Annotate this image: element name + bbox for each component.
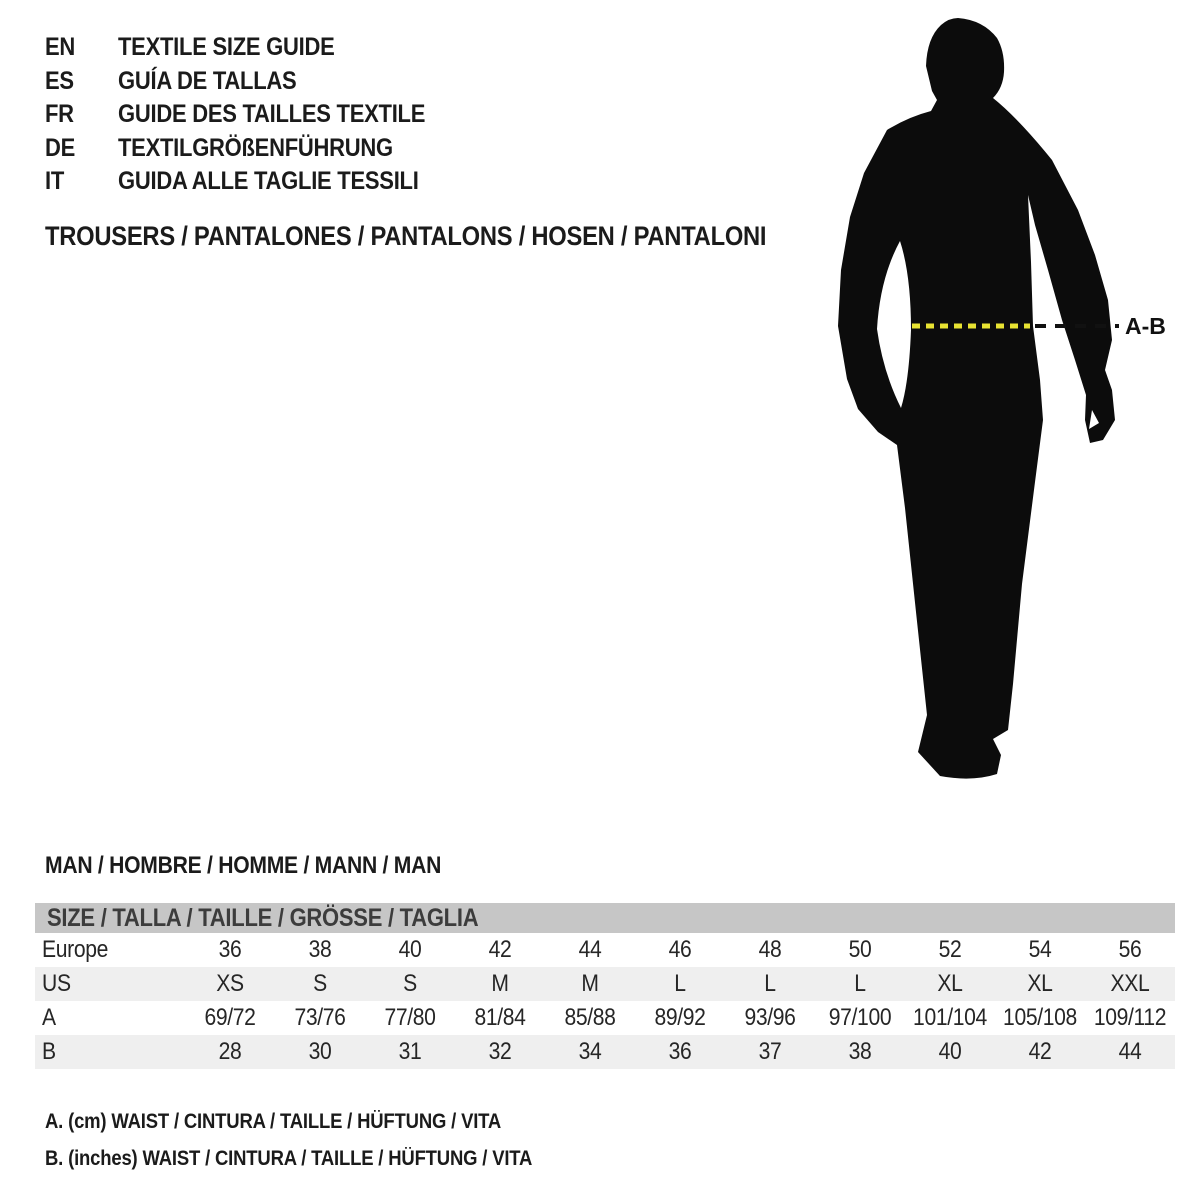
size-cell: 31 <box>398 1038 422 1065</box>
table-row-a-cm <box>35 1001 1175 1035</box>
size-cell: 28 <box>218 1038 242 1065</box>
size-cell: 85/88 <box>564 1004 616 1031</box>
size-cell: 36 <box>668 1038 692 1065</box>
size-cell: 101/104 <box>913 1004 987 1031</box>
language-label: GUIDE DES TAILLES TEXTILE <box>118 100 426 129</box>
table-row-b-inches <box>35 1035 1175 1069</box>
language-guide-item <box>45 65 467 99</box>
size-cell: 46 <box>668 936 692 963</box>
footnote-waist-cm-text: A. (cm) WAIST / CINTURA / TAILLE / HÜFTUNG / VITA <box>45 1110 502 1133</box>
size-cell: 69/72 <box>204 1004 256 1031</box>
size-cell: S <box>403 970 417 997</box>
size-cell: 93/96 <box>744 1004 796 1031</box>
size-cell: M <box>581 970 599 997</box>
size-cell: 40 <box>938 1038 962 1065</box>
size-cell: 52 <box>938 936 962 963</box>
size-cell: 36 <box>218 936 242 963</box>
footnote-waist-inches-text: B. (inches) WAIST / CINTURA / TAILLE / HÜFTUNG / VITA <box>45 1147 533 1170</box>
size-cell: 54 <box>1028 936 1052 963</box>
size-cell: 42 <box>1028 1038 1052 1065</box>
size-cell: XXL <box>1110 970 1150 997</box>
size-cell: 30 <box>308 1038 332 1065</box>
size-cell: XS <box>216 970 244 997</box>
size-cell: 109/112 <box>1093 1004 1167 1031</box>
size-cell: 73/76 <box>294 1004 346 1031</box>
row-label: US <box>42 970 71 997</box>
language-code: EN <box>45 33 76 62</box>
size-cell: S <box>313 970 327 997</box>
size-cell: 56 <box>1118 936 1142 963</box>
size-cell: 44 <box>1118 1038 1142 1065</box>
table-row-europe <box>35 933 1175 967</box>
size-cell: 81/84 <box>474 1004 526 1031</box>
size-cell: 105/108 <box>1003 1004 1077 1031</box>
footnote-waist-inches <box>45 1147 599 1171</box>
size-cell: 38 <box>308 936 332 963</box>
size-cell: 34 <box>578 1038 602 1065</box>
size-cell: 97/100 <box>828 1004 892 1031</box>
table-row-us <box>35 967 1175 1001</box>
size-cell: 89/92 <box>654 1004 706 1031</box>
language-guide-item <box>45 98 467 132</box>
row-label: Europe <box>42 936 109 963</box>
language-guide-item <box>45 132 467 166</box>
measurement-label: A-B <box>1125 313 1166 339</box>
language-guide-item <box>45 31 467 65</box>
size-table-header-text: SIZE / TALLA / TAILLE / GRÖSSE / TAGLIA <box>47 903 479 932</box>
language-code: DE <box>45 133 76 162</box>
section-title-text: MAN / HOMBRE / HOMME / MANN / MAN <box>45 852 442 879</box>
man-silhouette-svg <box>820 12 1200 802</box>
size-cell: M <box>491 970 509 997</box>
size-table <box>35 903 1175 1069</box>
size-cell: 40 <box>398 936 422 963</box>
language-code: FR <box>45 100 74 129</box>
size-cell: L <box>854 970 866 997</box>
language-label: TEXTILE SIZE GUIDE <box>118 33 335 62</box>
size-cell: L <box>764 970 776 997</box>
section-title <box>45 853 495 879</box>
category-title <box>45 222 865 250</box>
size-table-header <box>35 903 1175 933</box>
size-cell: 48 <box>758 936 782 963</box>
language-guide-item <box>45 165 467 199</box>
category-title-text: TROUSERS / PANTALONES / PANTALONS / HOSEN / PANTALONI <box>45 221 767 251</box>
size-cell: 77/80 <box>384 1004 436 1031</box>
language-label: GUÍA DE TALLAS <box>118 66 297 95</box>
language-guide-list <box>45 31 467 199</box>
language-label: TEXTILGRÖßENFÜHRUNG <box>118 133 393 162</box>
size-cell: 38 <box>848 1038 872 1065</box>
size-cell: XL <box>937 970 963 997</box>
size-cell: L <box>674 970 686 997</box>
row-label: A <box>42 1004 56 1031</box>
size-cell: 32 <box>488 1038 512 1065</box>
silhouette-path <box>838 18 1115 779</box>
size-cell: XL <box>1027 970 1053 997</box>
size-cell: 42 <box>488 936 512 963</box>
language-code: ES <box>45 66 74 95</box>
size-cell: 44 <box>578 936 602 963</box>
size-cell: 50 <box>848 936 872 963</box>
size-cell: 37 <box>758 1038 782 1065</box>
language-code: IT <box>45 167 65 196</box>
footnote-waist-cm <box>45 1110 563 1134</box>
row-label: B <box>42 1038 56 1065</box>
man-silhouette-figure <box>820 12 1200 802</box>
language-label: GUIDA ALLE TAGLIE TESSILI <box>118 167 419 196</box>
